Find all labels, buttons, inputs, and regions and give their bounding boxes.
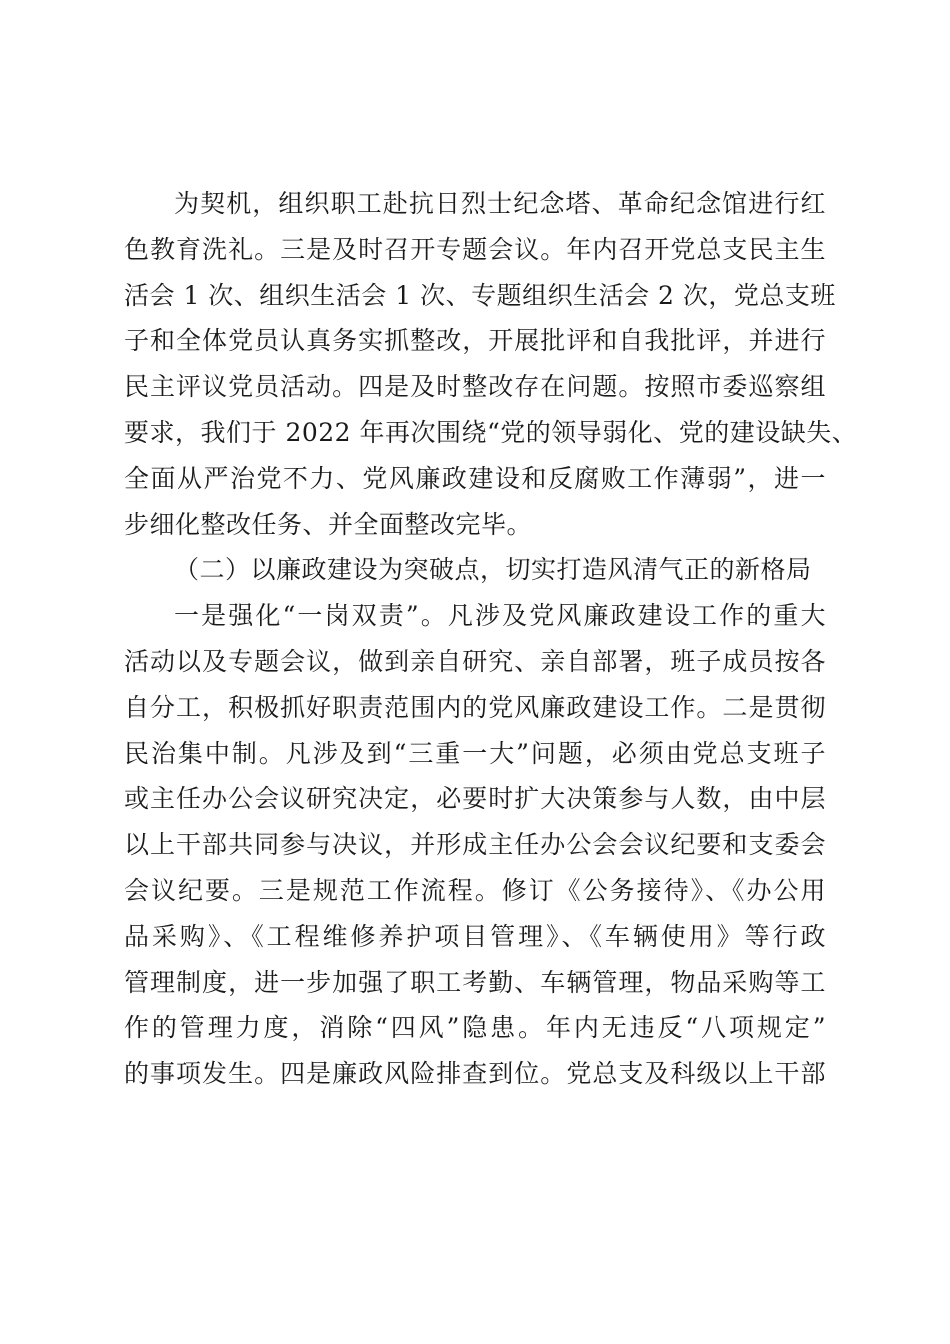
text-line: （二）以廉政建设为突破点，切实打造风清气正的新格局	[174, 555, 812, 585]
text-line: 品采购》、《工程维修养护项目管理》、《车辆使用》等行政	[124, 921, 826, 951]
text-line: 民治集中制。凡涉及到“三重一大”问题，必须由党总支班子	[124, 738, 826, 768]
text-line: 以上干部共同参与决议，并形成主任办公会会议纪要和支委会	[124, 830, 826, 860]
text-line: 作的管理力度，消除“四风”隐患。年内无违反“八项规定”	[124, 1013, 826, 1043]
text-line: 色教育洗礼。三是及时召开专题会议。年内召开党总支民主生	[124, 234, 826, 264]
text-line: 管理制度，进一步加强了职工考勤、车辆管理，物品采购等工	[124, 967, 826, 997]
text-line: 全面从严治党不力、党风廉政建设和反腐败工作薄弱”，进一	[124, 463, 826, 493]
text-line: 的事项发生。四是廉政风险排查到位。党总支及科级以上干部	[124, 1059, 826, 1089]
text-line: 活会 1 次、组织生活会 1 次、专题组织生活会 2 次，党总支班	[124, 280, 836, 310]
text-line: 一是强化“一岗双责”。凡涉及党风廉政建设工作的重大	[174, 601, 826, 631]
text-line: 子和全体党员认真务实抓整改，开展批评和自我批评，并进行	[124, 326, 826, 356]
text-line: 民主评议党员活动。四是及时整改存在问题。按照市委巡察组	[124, 372, 826, 402]
text-line: 活动以及专题会议，做到亲自研究、亲自部署，班子成员按各	[124, 647, 826, 676]
text-line: 或主任办公会议研究决定，必要时扩大决策参与人数，由中层	[124, 784, 826, 814]
text-line: 会议纪要。三是规范工作流程。修订《公务接待》、《办公用	[124, 876, 826, 905]
text-line: 步细化整改任务、并全面整改完毕。	[124, 509, 533, 539]
text-line: 自分工，积极抓好职责范围内的党风廉政建设工作。二是贯彻	[124, 692, 826, 722]
text-line: 要求，我们于 2022 年再次围绕“党的领导弱化、党的建设缺失、	[124, 418, 858, 447]
text-line: 为契机，组织职工赴抗日烈士纪念塔、革命纪念馆进行红	[174, 189, 826, 218]
